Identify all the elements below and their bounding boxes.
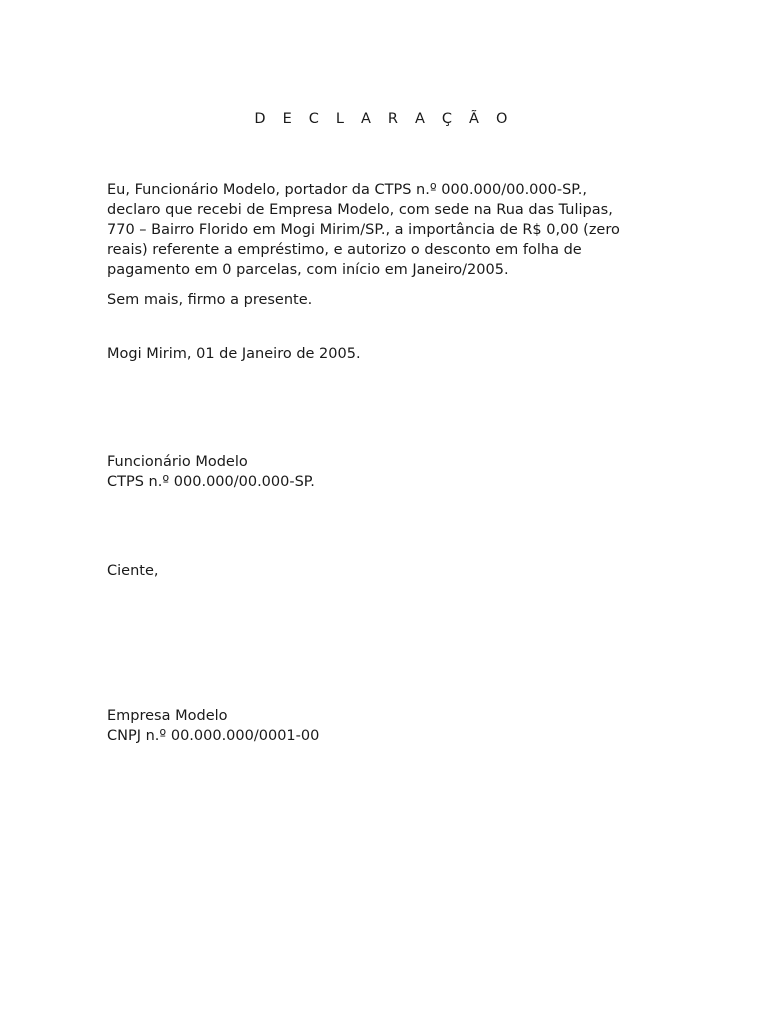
paragraph-line: declaro que recebi de Empresa Modelo, com sede na Rua das Tulipas, [107, 202, 613, 218]
document-title: D E C L A R A Ç Ã O [254, 111, 514, 127]
date-text: Mogi Mirim, 01 de Janeiro de 2005. [107, 346, 361, 362]
paragraph-line: reais) referente a empréstimo, e autorizo o desconto em folha de [107, 242, 582, 258]
paragraph-line: 770 – Bairro Florido em Mogi Mirim/SP., a importância de R$ 0,00 (zero [107, 222, 620, 238]
company-signature-block [107, 706, 667, 746]
closing-text: Sem mais, firmo a presente. [107, 292, 313, 308]
closing-line [107, 290, 667, 310]
date-line [107, 344, 667, 364]
declaration-paragraph [107, 180, 667, 280]
company-cnpj: CNPJ n.º 00.000.000/0001-00 [107, 728, 320, 744]
employee-name: Funcionário Modelo [107, 454, 248, 470]
paragraph-line: Eu, Funcionário Modelo, portador da CTPS n.º 000.000/00.000-SP., [107, 182, 587, 198]
employee-ctps: CTPS n.º 000.000/00.000-SP. [107, 474, 315, 490]
acknowledgement-text: Ciente, [107, 563, 159, 579]
company-name: Empresa Modelo [107, 708, 228, 724]
paragraph-line: pagamento em 0 parcelas, com início em Janeiro/2005. [107, 262, 509, 278]
employee-signature-block [107, 452, 667, 492]
acknowledgement-line [107, 561, 667, 581]
